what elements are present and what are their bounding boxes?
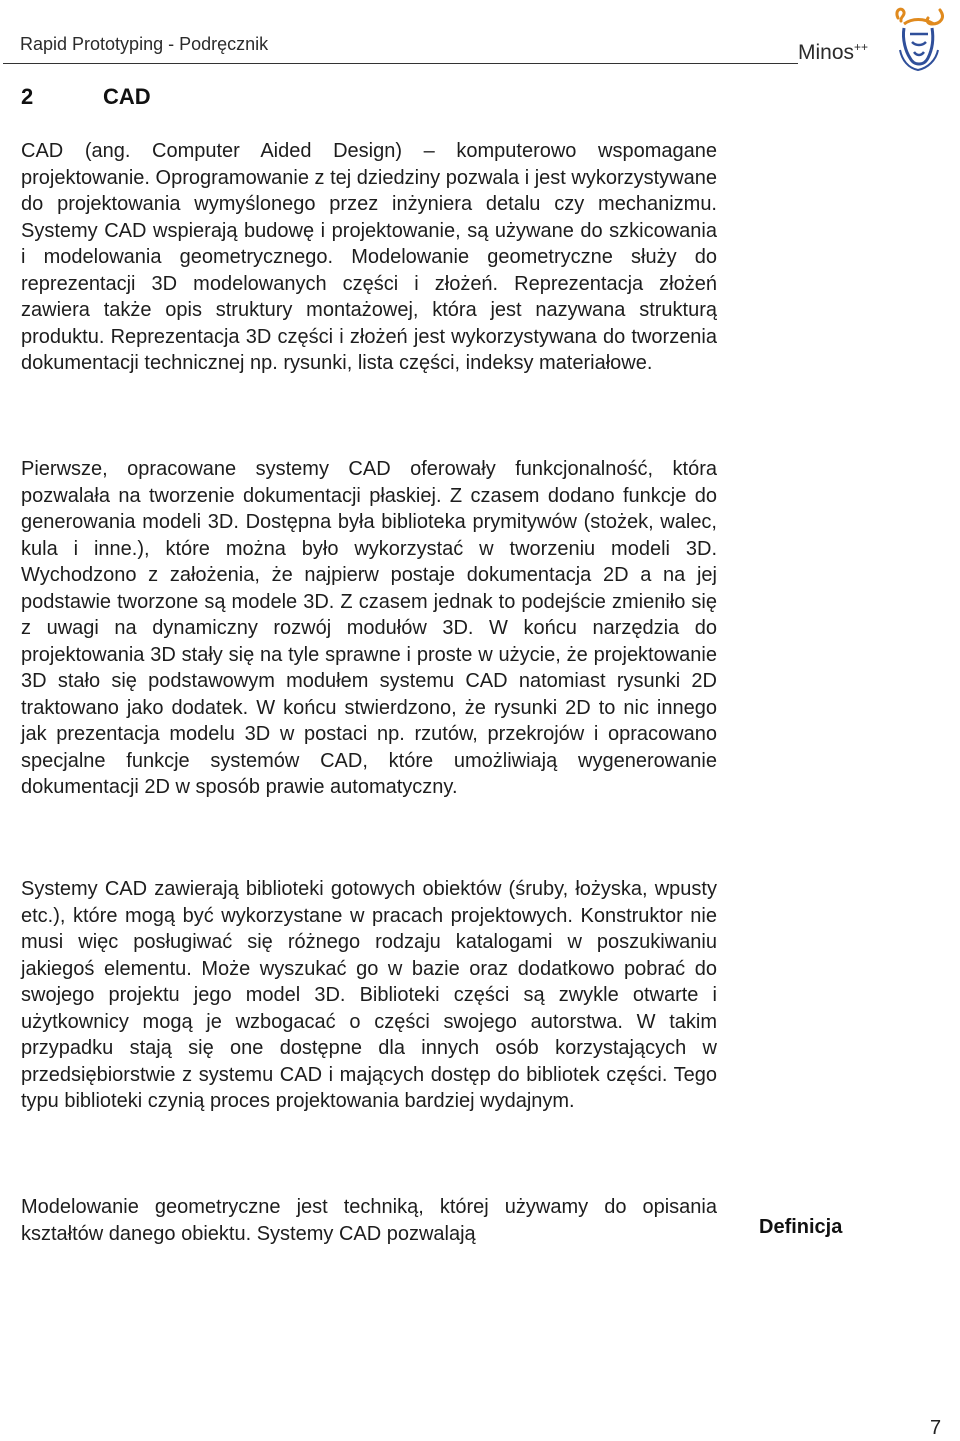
margin-note-definicja: Definicja <box>759 1216 843 1238</box>
header-rule <box>3 63 798 64</box>
minos-bull-logo-icon <box>888 4 950 74</box>
chapter-heading <box>21 84 151 110</box>
paragraph-text: Pierwsze, opracowane systemy CAD oferowały funkcjonalność, która pozwalała na tworzenie dokumentacji płaskiej. Z czasem dodano funkcje do generowania modeli 3D. Dostępna była biblioteka prymitywów (stożek, walec, kula i inne.), które można było wykorzystać w tworzeniu modeli 3D. Wychodzono z założenia, że najpierw postaje dokumentacja 2D a na jej podstawie tworzone są modele 3D. Z czasem jednak to podejście zmieniło się z uwagi na dynamiczny rozwój modułów 3D. W końcu narzędzia do projektowania 3D stały się na tyle sprawne i proste w użycie, że projektowanie 3D stało się podstawowym modułem systemu CAD natomiast rysunki 2D traktowano jako dodatek. W końcu stwierdzono, że rysunki 2D to nic innego jak prezentacja modelu 3D w postaci np. rzutów, przekrojów i opracowano specjalne funkcje systemów CAD, które umożliwiają wygenerowanie dokumentacji 2D w sposób prawie automatyczny. <box>21 458 717 798</box>
paragraph-1 <box>21 138 717 377</box>
header-title: Rapid Prototyping - Podręcznik <box>20 34 269 54</box>
paragraph-4 <box>21 1194 717 1247</box>
page-number: 7 <box>930 1417 942 1439</box>
header-brand <box>798 40 868 65</box>
paragraph-3 <box>21 876 717 1115</box>
paragraph-text: Systemy CAD zawierają biblioteki gotowych obiektów (śruby, łożyska, wpusty etc.), które mogą być wykorzystane w pracach projektowych. Konstruktor nie musi więc posługiwać się różnego rodzaju katalogami w poszukiwaniu jakiegoś elementu. Może wyszukać go w bazie oraz dodatkowo pobrać do swojego projektu jego model 3D. Biblioteki części są zwykle otwarte i użytkownicy mogą je wzbogacać o części swojego autorstwa. W takim przypadku stają się one dostępne dla innych osób korzystających w przedsiębiorstwie z systemu CAD i mających dostęp do bibliotek części. Tego typu biblioteki czynią proces projektowania bardziej wydajnym. <box>21 878 717 1112</box>
brand-name: Minos <box>798 41 855 64</box>
brand-superscript: ++ <box>854 40 869 54</box>
paragraph-text: CAD (ang. Computer Aided Design) – komputerowo wspomagane projektowanie. Oprogramowanie z tej dziedziny pozwala i jest wykorzystywane do projektowania wymyślonego przez inżyniera detalu czy mechanizmu. Systemy CAD wspierają budowę i projektowanie, są używane do szkicowania i modelowania geometrycznego. Modelowanie geometryczne służy do reprezentacji 3D modelowanych części i złożeń. Reprezentacja złożeń zawiera także opis struktury montażowej, która jest nazywana strukturą produktu. Reprezentacja 3D części i złożeń jest wykorzystywana do tworzenia dokumentacji technicznej np. rysunki, lista części, indeksy materiałowe. <box>21 140 717 374</box>
chapter-number: 2 <box>21 84 34 109</box>
paragraph-2 <box>21 456 717 801</box>
chapter-title: CAD <box>103 84 151 109</box>
paragraph-text: Modelowanie geometryczne jest techniką, której używamy do opisania kształtów danego obiektu. Systemy CAD pozwalają <box>21 1196 717 1245</box>
